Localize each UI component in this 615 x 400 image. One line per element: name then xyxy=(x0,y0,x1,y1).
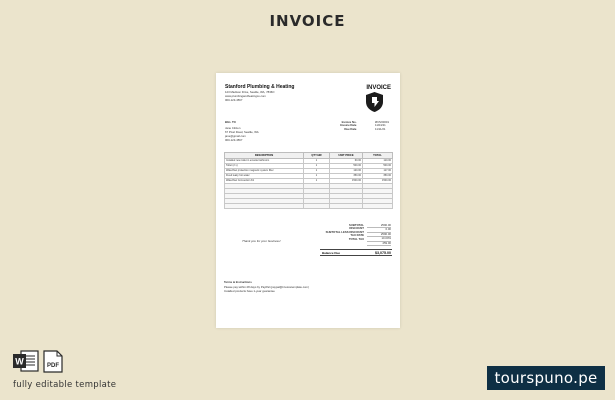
word-file-icon xyxy=(13,350,39,372)
company-address: 123 Madison Drive, Seattle, WA, 7836O xyxy=(225,90,275,94)
item-unit-price: 350.00 xyxy=(330,174,363,179)
invoice-date-label: Invoice Date xyxy=(340,123,357,128)
totals-values xyxy=(367,224,391,246)
column-header-qty: QTY/HR xyxy=(304,153,330,159)
due-date-value: 11/11/21 xyxy=(375,126,386,131)
item-unit-price: 120.00 xyxy=(330,169,363,174)
balance-due-label: Balance Due xyxy=(322,251,341,255)
balance-due-value: $3,075.00 xyxy=(375,250,391,255)
invoice-number-value: #INV00001 xyxy=(375,120,389,124)
item-qty: 1 xyxy=(304,164,330,169)
item-total: 1500.00 xyxy=(363,179,393,184)
item-total: 500.00 xyxy=(363,164,393,169)
item-unit-price: 60.00 xyxy=(330,159,363,164)
item-total: 117.00 xyxy=(363,169,393,174)
balance-due-row xyxy=(320,249,392,256)
terms-title: Terms & Instructions xyxy=(224,280,252,284)
invoice-doc-title: INVOICE xyxy=(366,85,391,91)
item-qty: 1 xyxy=(304,179,330,184)
item-description: Toilet (2 x) xyxy=(225,164,304,169)
terms-line: Installed products have 1-year guarantee xyxy=(224,288,275,293)
company-phone: 000-123-4567 xyxy=(225,98,243,102)
item-total: 110.00 xyxy=(363,159,393,164)
column-header-unit-price: UNIT PRICE xyxy=(330,153,363,159)
column-header-total: TOTAL xyxy=(363,153,393,159)
word-icon-letter: W xyxy=(15,356,24,367)
invoice-meta-values xyxy=(375,121,389,131)
subtotal-value: 2590.00 xyxy=(367,224,391,228)
subtotal-less-discount-value: 2590.00 xyxy=(367,233,391,237)
client-address: 67 Pixel Road, Seattle, WA xyxy=(225,130,259,134)
client-phone: 000-123-4567 xyxy=(225,138,243,142)
totals-labels xyxy=(312,224,364,241)
terms-section xyxy=(224,281,309,293)
pdf-file-icon xyxy=(43,350,63,373)
empty-table-row xyxy=(225,204,393,209)
company-email: www.plumbingandheatingco.com xyxy=(225,94,266,98)
line-items-table xyxy=(224,152,393,209)
due-date-label: Due Date xyxy=(344,126,357,131)
item-description: Waterflow protection magnetic system filter xyxy=(225,169,304,174)
item-description: Fixed leaky hot water xyxy=(225,174,304,179)
invoice-number-label: Invoice No. xyxy=(341,120,357,124)
empty-cell xyxy=(330,204,363,209)
brand-badge[interactable]: tourspuno.pe xyxy=(487,366,605,390)
company-name: Stanford Plumbing & Heating xyxy=(225,84,295,90)
invoice-meta-labels xyxy=(340,121,356,131)
tax-rate-value: 10.00% xyxy=(367,237,391,241)
item-unit-price: 500.00 xyxy=(330,164,363,169)
editable-template-caption: fully editable template xyxy=(13,380,117,390)
total-tax-value: 259.00 xyxy=(367,242,391,246)
item-description: Waterflow Connection Kit xyxy=(225,179,304,184)
tax-rate-label: TAX RATE xyxy=(350,233,364,238)
empty-cell xyxy=(304,204,330,209)
shield-logo-icon xyxy=(366,92,383,112)
item-description: Installed new toilet in ensuite bathroom xyxy=(225,159,304,164)
empty-cell xyxy=(225,204,304,209)
item-qty: 1 xyxy=(304,169,330,174)
pdf-icon-label: PDF xyxy=(47,363,59,369)
total-tax-label: TOTAL TAX xyxy=(348,236,364,241)
client-name: Jane Citizen xyxy=(225,126,241,130)
discount-label: DISCOUNT xyxy=(349,226,364,231)
item-qty: 1 xyxy=(304,159,330,164)
thank-you-note: Thank you for your business! xyxy=(242,239,281,243)
terms-line: Please pay within 28 days by PayPal (paypal@invoicetemplate.com) xyxy=(224,285,309,290)
item-total: 350.00 xyxy=(363,174,393,179)
discount-value: 0.00 xyxy=(367,228,391,232)
client-email: jane@gmail.com xyxy=(225,134,246,138)
column-header-description: DESCRIPTION xyxy=(225,153,304,159)
line-items-body xyxy=(225,159,393,209)
bill-to-label: BILL TO xyxy=(225,120,236,124)
subtotal-label: SUBTOTAL xyxy=(349,223,364,227)
invoice-sheet xyxy=(216,73,400,328)
item-qty: 1 xyxy=(304,174,330,179)
invoice-date-value: 11/04/21 xyxy=(375,123,386,128)
subtotal-less-discount-label: SUBTOTAL LESS DISCOUNT xyxy=(325,229,364,234)
item-unit-price: 1500.00 xyxy=(330,179,363,184)
empty-cell xyxy=(363,204,393,209)
page-title: INVOICE xyxy=(269,12,346,30)
